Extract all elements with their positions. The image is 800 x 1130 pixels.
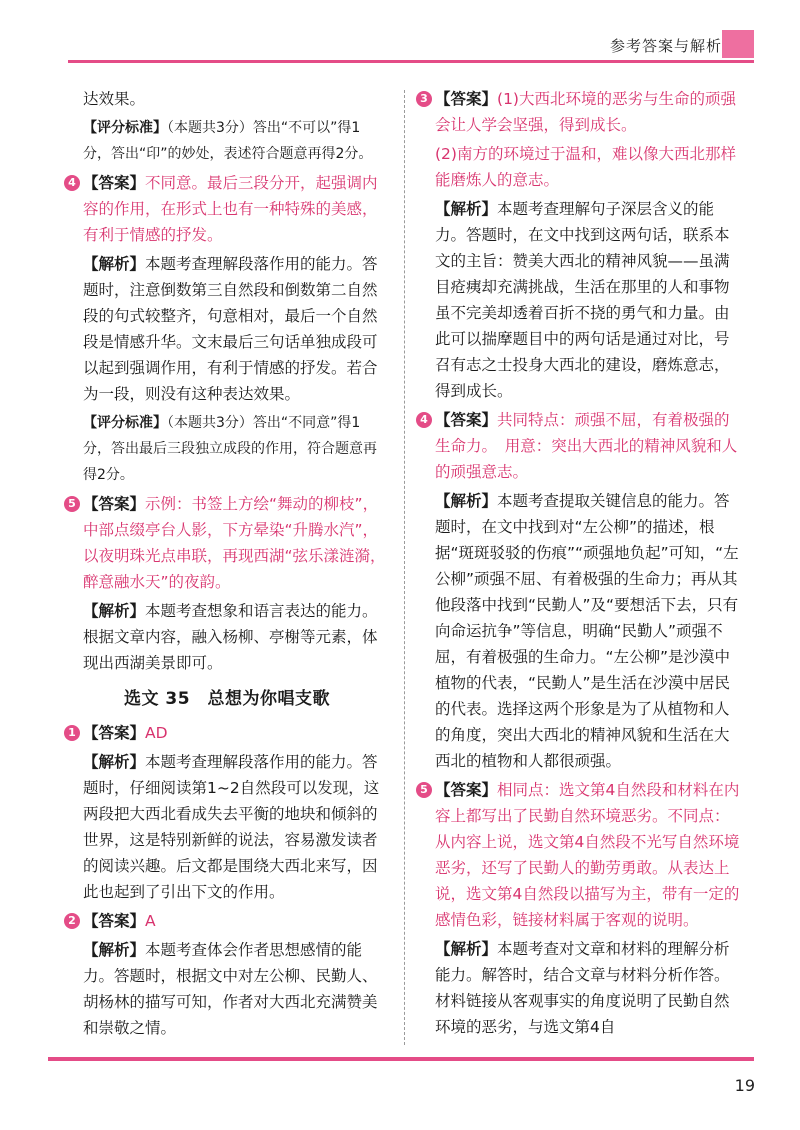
left-column [66, 86, 388, 1044]
question-number-badge: 4 [64, 175, 80, 191]
question-number-badge: 1 [64, 725, 80, 741]
question-number-badge: 2 [64, 913, 80, 929]
page-number: 19 [734, 1076, 755, 1095]
answer-label: 【答案】 [83, 495, 146, 513]
question-number-badge: 5 [416, 782, 432, 798]
analysis [418, 936, 744, 1040]
analysis-text: 本题考查理解段落作用的能力。答题时，仔细阅读第1~2自然段可以发现，这两段把大西北看成失去平衡的地块和倾斜的世界，这是特别新鲜的说法，容易激发读者的阅读兴趣。后文都是围绕大西北来写，因此也起到了引出下文的作用。 [83, 753, 380, 901]
answer-item [66, 170, 388, 248]
answer-label: 【答案】 [435, 90, 498, 108]
analysis-text: 本题考查对文章和材料的理解分析能力。解答时，结合文章与材料分析作答。材料链接从客观事实的角度说明了民勤自然环境的恶劣，与选文第4自 [435, 940, 730, 1036]
right-column [418, 86, 744, 1043]
section-title: 选文 35 总想为你唱支歌 [123, 689, 331, 709]
continued-text: 达效果。 [83, 90, 146, 108]
answer-label: 【答案】 [83, 174, 146, 192]
analysis-label: 【解析】 [83, 255, 146, 273]
answer-text: 相同点：选文第4自然段和材料在内容上都写出了民勤自然环境恶劣。不同点：从内容上说，选文第4自然段不光写自然环境恶劣，还写了民勤人的勤劳勇敢。从表达上说，选文第4自然段以描写为主，带有一定的感情色彩，链接材料属于客观的说明。 [435, 781, 740, 929]
question-number-badge: 5 [64, 496, 80, 512]
analysis [66, 749, 388, 905]
analysis [66, 251, 388, 407]
analysis-label: 【解析】 [83, 753, 146, 771]
analysis-text: 本题考查理解句子深层含义的能力。答题时，在文中找到这两句话，联系本文的主旨：赞美大西北的精神风貌——虽满目疮痍却充满挑战，生活在那里的人和事物虽不完美却透着百折不挠的勇气和力量。由此可以揣摩题目中的两句话是通过对比，号召有志之士投身大西北的建设，磨炼意志，得到成长。 [435, 200, 730, 400]
question-number-badge: 4 [416, 412, 432, 428]
answer-text: 共同特点：顽强不屈，有着极强的生命力。 用意：突出大西北的精神风貌和人的顽强意志。 [435, 411, 738, 481]
analysis-text: 本题考查理解段落作用的能力。答题时，注意倒数第三自然段和倒数第二自然段的句式较整齐，句意相对，最后一个自然段是情感升华。文末最后三句话单独成段可以起到强调作用，有利于情感的抒发。若合为一段，则没有这种表达效果。 [83, 255, 378, 403]
answer-item [418, 86, 744, 138]
answer-item [418, 777, 744, 933]
analysis-label: 【解析】 [435, 200, 498, 218]
answer-label: 【答案】 [83, 724, 146, 742]
answer-text: AD [145, 724, 168, 742]
analysis-label: 【解析】 [83, 941, 146, 959]
answer-item [418, 407, 744, 485]
grading-label: 【评分标准】 [83, 415, 167, 431]
question-number-badge: 3 [416, 91, 432, 107]
header-rule [68, 60, 754, 63]
answer-text-part2: (2)南方的环境过于温和，难以像大西北那样能磨炼人的意志。 [435, 145, 736, 189]
header-tab-decoration [722, 30, 754, 58]
running-header: 参考答案与解析 [609, 37, 722, 55]
footer-rule [48, 1057, 754, 1061]
answer-item [66, 720, 388, 746]
answer-text: 示例：书签上方绘“舞动的柳枝”，中部点缀亭台人影，下方晕染“升腾水汽”，以夜明珠光点串联，再现西湖“弦乐漾涟漪，醉意融水天”的夜韵。 [83, 495, 386, 591]
answer-text: A [145, 912, 156, 930]
answer-text: (1)大西北环境的恶劣与生命的顽强会让人学会坚强，得到成长。 [435, 90, 736, 134]
grading-text: （本题共3分）答出“不同意”得1分，答出最后三段独立成段的作用，符合题意再得2分。 [83, 415, 377, 483]
analysis-label: 【解析】 [435, 492, 498, 510]
answer-label: 【答案】 [435, 781, 498, 799]
analysis-text: 本题考查想象和语言表达的能力。根据文章内容，融入杨柳、亭榭等元素，体现出西湖美景即可。 [83, 602, 378, 672]
answer-item [66, 908, 388, 934]
answer-item [66, 491, 388, 595]
grading-standard [66, 115, 388, 167]
answer-text: 不同意。最后三段分开，起强调内容的作用，在形式上也有一种特殊的美感，有利于情感的抒发。 [83, 174, 378, 244]
grading-text: （本题共3分）答出“不可以”得1分，答出“印”的妙处，表述符合题意再得2分。 [83, 120, 373, 162]
analysis-label: 【解析】 [435, 940, 498, 958]
analysis-text: 本题考查体会作者思想感情的能力。答题时，根据文中对左公柳、民勤人、胡杨林的描写可知，作者对大西北充满赞美和崇敬之情。 [83, 941, 378, 1037]
answer-label: 【答案】 [435, 411, 498, 429]
analysis [66, 937, 388, 1041]
analysis [418, 488, 744, 774]
analysis [66, 598, 388, 676]
answer-label: 【答案】 [83, 912, 146, 930]
grading-label: 【评分标准】 [83, 120, 167, 136]
analysis-text: 本题考查提取关键信息的能力。答题时，在文中找到对“左公柳”的描述，根据“斑斑驳驳的伤痕”“顽强地负起”可知，“左公柳”顽强不屈、有着极强的生命力；再从其他段落中找到“民勤人”及“要想活下去，只有向命运抗争”等信息，明确“民勤人”顽强不屈，有着极强的生命力。“左公柳”是沙漠中植物的代表，“民勤人”是生活在沙漠中居民的代表。选择这两个形象是为了从植物和人的角度，突出大西北的精神风貌和生活在大西北的植物和人都很顽强。 [435, 492, 739, 770]
grading-standard [66, 410, 388, 488]
analysis-label: 【解析】 [83, 602, 146, 620]
column-divider [404, 90, 405, 1045]
analysis [418, 196, 744, 404]
